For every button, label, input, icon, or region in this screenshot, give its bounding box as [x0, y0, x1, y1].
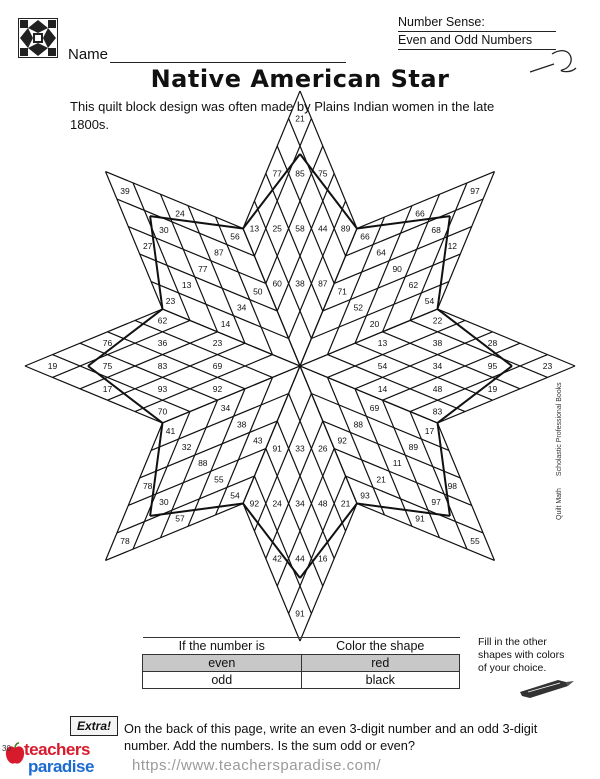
star-cell-number: 33 — [295, 443, 305, 454]
star-cell-number: 97 — [470, 186, 480, 196]
star-cell-number: 30 — [159, 224, 169, 235]
star-cell-number: 62 — [408, 279, 419, 290]
star-cell-number: 76 — [102, 338, 113, 349]
star-grid-line — [438, 366, 576, 423]
star-grid-line — [266, 146, 323, 284]
star-cell-number: 93 — [360, 490, 370, 501]
star-grid-line — [277, 421, 334, 559]
star-cell-number: 20 — [369, 318, 380, 329]
name-label: Name — [68, 46, 109, 63]
star-cell-number: 91 — [295, 608, 305, 619]
star-cell-number: 54 — [377, 361, 388, 371]
star-cell-number: 69 — [212, 361, 223, 371]
star-cell-number: 21 — [295, 113, 305, 124]
key-odd-label: odd — [143, 672, 302, 689]
star-grid-line — [277, 173, 334, 311]
star-cell-number: 25 — [272, 223, 282, 234]
star-cell-number: 17 — [102, 383, 113, 394]
star-grid-line — [25, 366, 163, 423]
star-cell-number: 34 — [220, 403, 231, 414]
star-cell-number: 77 — [272, 168, 282, 179]
star-cell-number: 50 — [253, 286, 263, 297]
star-cell-number: 23 — [542, 361, 553, 371]
star-cell-number: 93 — [157, 383, 168, 394]
star-cell-number: 88 — [353, 419, 364, 430]
star-cell-number: 12 — [447, 241, 458, 251]
star-cell-number: 75 — [318, 168, 328, 179]
star-grid-line — [135, 320, 273, 377]
star-cell-number: 89 — [340, 223, 351, 234]
key-header-number: If the number is — [143, 638, 302, 655]
color-key-table — [142, 637, 460, 689]
star-cell-number: 27 — [142, 241, 153, 251]
star-cell-number: 30 — [159, 497, 169, 508]
star-cell-number: 19 — [487, 383, 498, 394]
star-cell-number: 42 — [272, 553, 282, 564]
star-cell-number: 48 — [318, 498, 328, 509]
star-grid-line — [254, 476, 311, 614]
star-grid-line — [107, 343, 245, 400]
key-even-label: even — [143, 655, 302, 672]
star-grid-line — [254, 394, 311, 532]
star-cell-number: 55 — [470, 536, 480, 546]
star-cell-number: 68 — [431, 224, 441, 235]
star-grid-line — [300, 504, 357, 642]
star-cell-number: 97 — [431, 497, 441, 508]
star-cell-number: 32 — [181, 442, 192, 453]
name-line[interactable] — [110, 62, 346, 63]
star-cell-number: 83 — [432, 406, 443, 417]
star-cell-number: 41 — [165, 426, 176, 436]
star-grid-line — [266, 421, 323, 559]
star-cell-number: 92 — [337, 435, 347, 446]
star-cell-number: 13 — [377, 338, 388, 349]
star-cell-number: 70 — [157, 406, 168, 417]
crayon-icon — [516, 674, 574, 698]
star-cell-number: 69 — [369, 403, 380, 414]
star-cell-number: 92 — [212, 383, 223, 394]
star-cell-number: 66 — [415, 208, 425, 219]
star-grid-line — [80, 343, 218, 400]
star-grid-line — [328, 355, 466, 412]
star-cell-number: 58 — [295, 223, 305, 234]
star-cell-number: 38 — [295, 278, 305, 289]
star-cell-number: 91 — [415, 513, 425, 524]
key-red-label: red — [301, 655, 460, 672]
star-grid-line — [328, 320, 466, 377]
star-cell-number: 71 — [337, 286, 347, 297]
star-cell-number: 77 — [198, 263, 208, 274]
star-cell-number: 85 — [295, 168, 305, 179]
side-credit-2: Scholastic Professional Books — [556, 382, 563, 477]
star-cell-number: 52 — [353, 302, 364, 313]
star-cell-number: 64 — [376, 247, 386, 258]
side-credit-1: Quilt Math — [556, 488, 563, 520]
star-cell-number: 56 — [230, 231, 240, 242]
star-cell-number: 92 — [249, 498, 260, 509]
side-note: Fill in the other shapes with colors of your choice. — [478, 636, 565, 674]
star-cell-number: 78 — [142, 481, 153, 491]
star-cell-number: 62 — [157, 315, 168, 326]
star-grid-line — [277, 146, 334, 284]
logo-teachers: teachers — [24, 740, 90, 759]
star-cell-number: 13 — [181, 279, 192, 290]
key-header-color: Color the shape — [301, 638, 460, 655]
star-grid-line — [383, 343, 521, 400]
star-cell-number: 23 — [212, 338, 223, 349]
star-cell-number: 11 — [392, 458, 402, 469]
star-cell-number: 43 — [253, 435, 263, 446]
topic-line-1: Number Sense: — [398, 14, 556, 32]
star-cell-number: 87 — [214, 247, 224, 258]
star-grid-line — [254, 118, 311, 256]
star-cell-number: 23 — [165, 296, 176, 306]
star-cell-number: 83 — [157, 361, 168, 371]
star-cell-number: 98 — [447, 481, 458, 491]
star-cell-number: 26 — [318, 443, 328, 454]
topic-line-2: Even and Odd Numbers — [398, 32, 556, 50]
star-cell-number: 54 — [230, 490, 240, 501]
star-grid-line — [107, 332, 245, 389]
star-grid-line — [25, 309, 163, 366]
star-grid-line — [266, 449, 323, 587]
star-cell-number: 21 — [340, 498, 351, 509]
extra-text: On the back of this page, write an even 3-digit number and an odd 3-digit number. Add the numbers. Is the sum odd or even? — [124, 721, 538, 753]
star-cell-number: 34 — [295, 498, 305, 509]
star-grid-line — [410, 320, 548, 377]
star-cell-number: 90 — [392, 263, 402, 274]
star-cell-number: 16 — [318, 553, 328, 564]
star-cell-number: 19 — [47, 361, 58, 371]
star-cell-number: 60 — [272, 278, 282, 289]
extra-tag: Extra! — [70, 716, 118, 736]
star-cell-number: 95 — [487, 361, 498, 371]
logo-paradise: paradise — [28, 757, 94, 776]
star-grid-line — [52, 355, 190, 412]
star-cell-number: 39 — [120, 186, 130, 196]
star-grid-line — [266, 173, 323, 311]
star-cell-number: 36 — [157, 338, 168, 349]
star-cell-number: 91 — [272, 443, 282, 454]
star-cell-number: 48 — [432, 383, 443, 394]
star-grid-line — [243, 504, 300, 642]
star-cell-number: 55 — [214, 474, 224, 485]
star-cell-number: 21 — [376, 474, 386, 485]
star-cell-number: 75 — [102, 361, 113, 371]
star-cell-number: 34 — [236, 302, 247, 313]
star-grid-line — [355, 332, 493, 389]
star-cell-number: 57 — [175, 513, 185, 524]
star-grid-line — [254, 201, 311, 339]
star-grid-line — [410, 355, 548, 412]
page-title: Native American Star — [150, 65, 450, 93]
star-grid-line — [438, 309, 576, 366]
star-grid-line — [355, 343, 493, 400]
star-cell-number: 14 — [220, 318, 231, 329]
star-grid-line — [135, 355, 273, 412]
star-grid-line — [52, 320, 190, 377]
star-cell-number: 78 — [120, 536, 130, 546]
star-grid-line — [289, 394, 346, 532]
star-cell-number: 66 — [360, 231, 370, 242]
star-grid-line — [277, 449, 334, 587]
site-url[interactable]: https://www.teachersparadise.com/ — [132, 757, 382, 774]
star-cell-number: 13 — [249, 223, 260, 234]
star-grid-line — [289, 476, 346, 614]
star-grid-line — [289, 118, 346, 256]
star-cell-number: 14 — [377, 383, 388, 394]
star-cell-number: 24 — [272, 498, 282, 509]
intro-text: This quilt block design was often made by Plains Indian women in the late 1800s. — [70, 99, 495, 132]
star-cell-number: 89 — [408, 442, 419, 453]
star-cell-number: 44 — [295, 553, 305, 564]
quilt-block-icon — [18, 18, 58, 58]
star-cell-number: 28 — [487, 338, 498, 349]
star-grid-line — [289, 201, 346, 339]
star-cell-number: 38 — [236, 419, 247, 430]
star-cell-number: 88 — [198, 458, 208, 469]
star-cell-number: 17 — [424, 426, 435, 436]
star-cell-number: 87 — [318, 278, 328, 289]
star-cell-number: 38 — [432, 338, 443, 349]
star-cell-number: 44 — [318, 223, 328, 234]
side-credit — [556, 382, 563, 520]
star-cell-number: 34 — [432, 361, 443, 371]
key-black-label: black — [301, 672, 460, 689]
star-cell-number: 54 — [424, 296, 435, 306]
star-grid-line — [80, 332, 218, 389]
star-cell-number: 24 — [175, 208, 185, 219]
page-number: 30 — [2, 744, 11, 753]
star-cell-number: 22 — [432, 315, 443, 326]
star-grid-line — [383, 332, 521, 389]
